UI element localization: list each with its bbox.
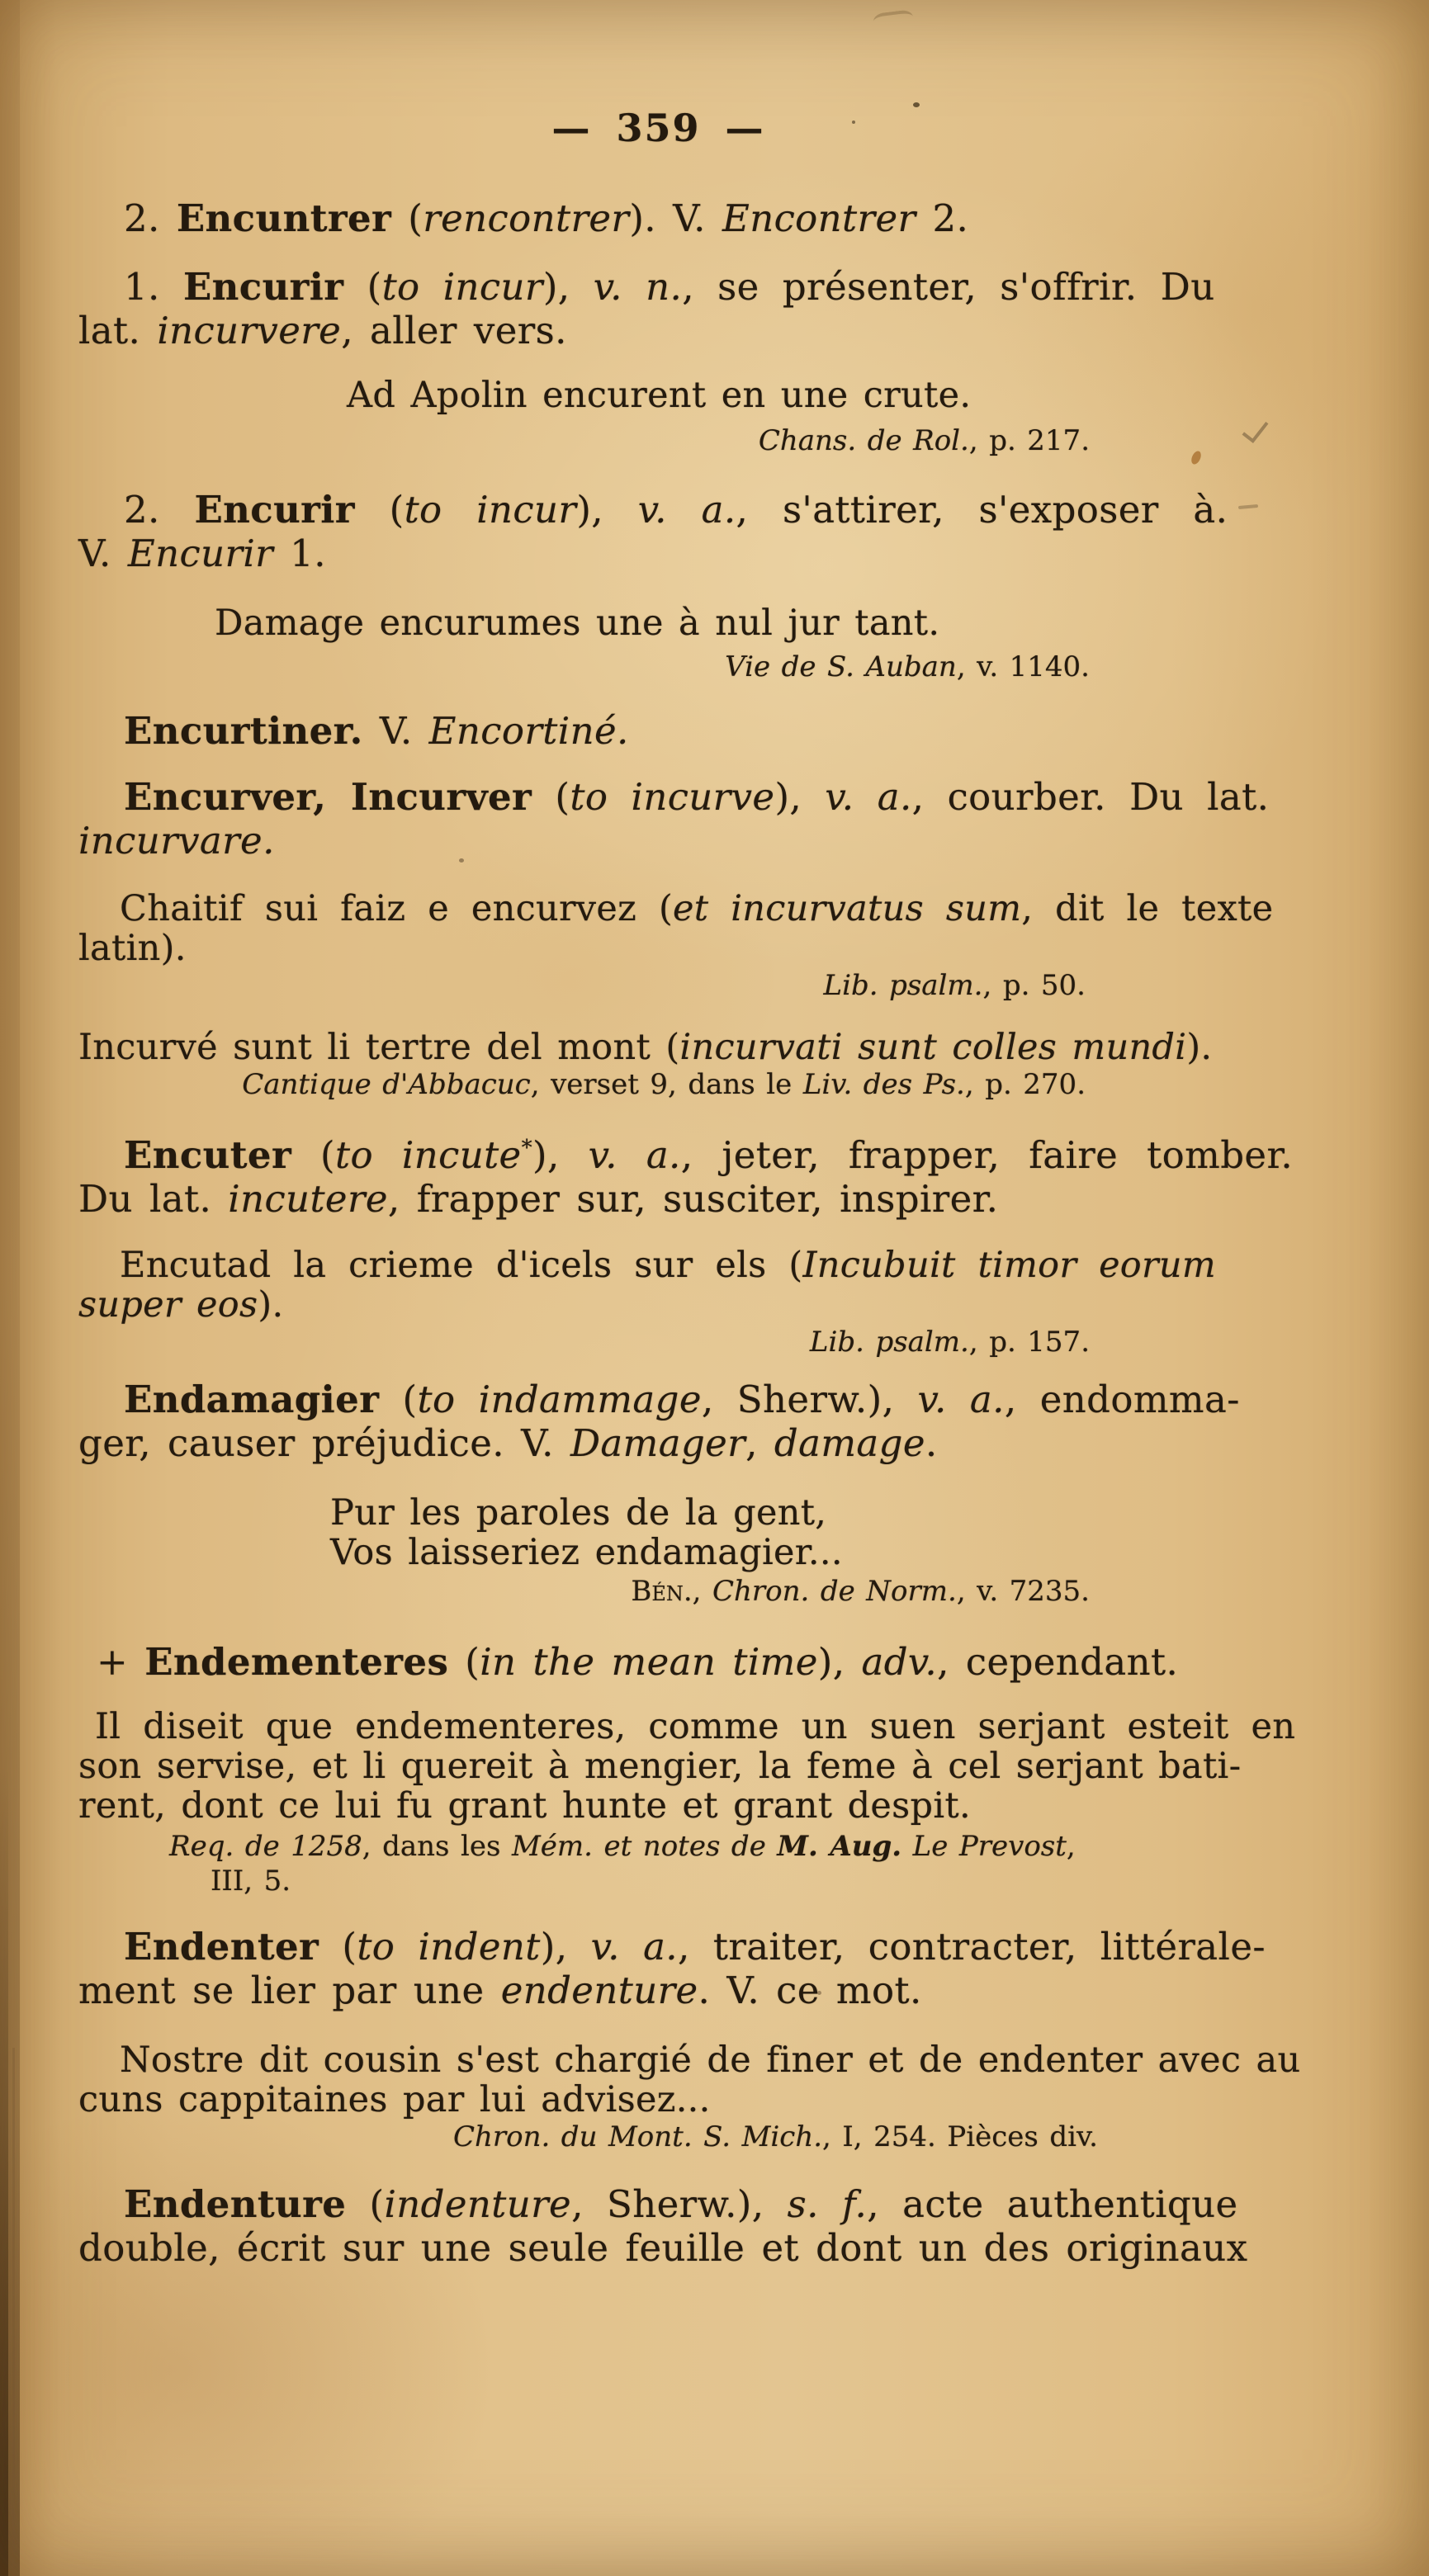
quotation-verse-endamagier (330, 1493, 1238, 1572)
source-title: Vie de S. Auban (725, 650, 957, 683)
quotation-ad-apolin (347, 376, 1238, 415)
pos-label: v. n. (593, 265, 683, 309)
quote-line (330, 1533, 1238, 1572)
headword: Endamagier (124, 1378, 380, 1421)
cite-line (78, 423, 1090, 458)
source-locator: , v. 1140. (956, 650, 1090, 683)
author-abbrev: Bén. (631, 1575, 693, 1608)
page-edge-dark (0, 1767, 8, 2576)
paren: ( (391, 196, 423, 240)
quote-text: Chaitif sui faiz e encurvez ( (120, 888, 674, 929)
etymology-gloss: , frapper sur, susciter, inspirer. (387, 1177, 999, 1221)
ref-number: 2. (916, 196, 969, 240)
etymon: incurvare. (78, 819, 275, 863)
etymology-label: Du lat. (78, 1177, 229, 1221)
entry-line (78, 2226, 1248, 2270)
page-number: — 359 — (551, 106, 765, 150)
definition-text: , traiter, contracter, littérale- (678, 1925, 1266, 1969)
cross-reference: Encortiné. (428, 709, 629, 753)
quote-line (78, 1285, 1238, 1325)
source-locator: , p. 157. (968, 1326, 1090, 1359)
headword: Endementeres (144, 1640, 449, 1684)
cross-reference: Encontrer (722, 196, 916, 240)
quote-text: , dit le texte (1021, 888, 1274, 929)
entry-line (78, 775, 1270, 819)
cite-line (78, 2120, 1098, 2154)
source-locator: , I, 254. Pièces div. (822, 2120, 1098, 2153)
source-locator: , v. 7235. (956, 1575, 1090, 1608)
entry-endamagier (78, 1378, 1238, 1465)
quote-line (78, 1706, 1296, 1747)
entry-line (78, 309, 1238, 352)
period: . (925, 1421, 938, 1465)
paren: ( (319, 1925, 357, 1969)
english-gloss: to incur (404, 488, 577, 532)
latin-text: super eos (78, 1284, 258, 1326)
headword: Encurver, Incurver (124, 775, 532, 819)
pos-label: v. a. (637, 488, 736, 532)
see-label: ). V. (629, 196, 722, 240)
cross-reference: endenture (500, 1969, 698, 2012)
paren: ( (354, 488, 405, 532)
quote-text: ). (258, 1284, 284, 1326)
english-gloss: to indammage (417, 1378, 702, 1421)
citation-req-1258 (169, 1829, 1238, 1898)
plus-mark: + (97, 1640, 145, 1684)
source-abbrev: , Sherw.), (571, 2182, 788, 2226)
etymology-gloss: , aller vers. (341, 309, 567, 352)
citation-lib-psalm-157 (78, 1325, 1090, 1359)
headword: Endenter (124, 1925, 319, 1969)
author-name: Le Prevost (901, 1830, 1067, 1863)
paren: ( (532, 775, 570, 819)
headword: Encurir (182, 265, 344, 309)
pos-label: v. a. (917, 1378, 1005, 1421)
quote-text: Nostre dit cousin s'est chargié de finer et de endenter avec au (120, 2040, 1301, 2081)
source-title: Cantique d'Abbacuc (242, 1068, 531, 1101)
paren: ), (532, 1133, 589, 1177)
pos-label: adv. (861, 1640, 938, 1684)
entry-endementeres (78, 1640, 1238, 1684)
author-abbrev: M. Aug. (777, 1830, 902, 1863)
source-locator: , p. 270. (964, 1068, 1086, 1101)
etymology-label: lat. (78, 309, 158, 352)
paren: ( (343, 265, 382, 309)
headword: Encurir (194, 488, 355, 532)
cite-line (78, 1325, 1090, 1359)
english-gloss: indenture (384, 2182, 572, 2226)
citation-cantique-abbacuc (78, 1067, 1086, 1102)
quote-text: Vos laisseriez endamagier... (330, 1532, 843, 1573)
quote-text: cuns cappitaines par lui advisez... (78, 2079, 711, 2120)
cite-line (78, 1574, 1090, 1609)
paren: ( (346, 2182, 385, 2226)
cross-reference: Encurir (127, 532, 274, 575)
citation-chron-du-mont (78, 2120, 1098, 2154)
entry-line (78, 1640, 1238, 1684)
source-locator: , p. 217. (968, 424, 1090, 457)
pen-mark-check (1242, 415, 1269, 443)
quote-text: Damage encurumes une à nul jur tant. (215, 603, 940, 644)
pos-label: s. f. (787, 2182, 868, 2226)
quote-text: latin). (78, 928, 187, 969)
headword: Encuntrer (176, 196, 392, 240)
source-title: Liv. des Ps. (802, 1068, 965, 1101)
citation-ben-chron-de-norm (78, 1574, 1090, 1609)
etymon: incutere (228, 1177, 388, 1221)
entry-endenture (78, 2182, 1248, 2270)
headword: Encurtiner. (124, 709, 363, 753)
entry-endenter (78, 1925, 1266, 2012)
entry-line (78, 1378, 1238, 1421)
definition-text: , courber. Du lat. (911, 775, 1270, 819)
english-gloss: to indent (357, 1925, 541, 1969)
source-locator: III, 5. (211, 1865, 291, 1898)
paren: ( (379, 1378, 418, 1421)
definition-text: ment se lier par une (78, 1969, 501, 2012)
cite-line (78, 650, 1090, 684)
paren: ( (291, 1133, 335, 1177)
entry-line (78, 1127, 1294, 1177)
separator: , (745, 1421, 774, 1465)
definition-text: , se présenter, s'offrir. Du (682, 265, 1215, 309)
quote-line (78, 929, 1238, 968)
cite-line (78, 968, 1086, 1003)
quote-line (78, 1028, 1238, 1067)
entry-line (78, 532, 1238, 575)
latin-text: et incurvatus sum (673, 888, 1022, 929)
entry-number: 2. (124, 488, 195, 532)
definition-text: , s'attirer, s'exposer à. (736, 488, 1228, 532)
pos-label: v. a. (825, 775, 912, 819)
entry-encuter (78, 1127, 1294, 1221)
quote-line (330, 1493, 1238, 1533)
pos-label: v. a. (588, 1133, 681, 1177)
entry-number: 1. (124, 265, 183, 309)
cross-reference: damage (774, 1421, 925, 1465)
entry-encurtiner (78, 709, 1238, 753)
entry-encurver (78, 775, 1270, 863)
english-gloss: in the mean time (480, 1640, 818, 1684)
english-gloss: to incurve (570, 775, 775, 819)
quote-text: Il diseit que endementeres, comme un suen serjant esteit en (95, 1706, 1296, 1747)
entry-line (78, 265, 1238, 309)
see-label: V. (78, 532, 128, 575)
english-gloss: to incur (381, 265, 543, 309)
separator: , (692, 1575, 712, 1608)
citation-vie-de-s-auban (78, 650, 1090, 684)
entry-encuntrer (78, 196, 1238, 240)
entry-line (78, 1421, 1238, 1465)
paren: ), (576, 488, 638, 532)
definition-text: double, écrit sur une seule feuille et dont un des originaux (78, 2226, 1248, 2270)
quote-line (78, 1746, 1242, 1787)
quotation-incurve (78, 1028, 1238, 1067)
entry-line (78, 2182, 1238, 2226)
paren: ), (540, 1925, 591, 1969)
quotation-il-diseit (78, 1706, 1296, 1827)
quote-line (78, 2080, 1238, 2120)
definition-text: . V. ce mot. (698, 1969, 922, 2012)
entry-encurir-1 (78, 265, 1238, 352)
gloss: rencontrer (423, 196, 630, 240)
citation-lib-psalm-50 (78, 968, 1086, 1003)
quote-text: ). (1186, 1027, 1213, 1068)
see-label: V. (362, 709, 429, 753)
headword: Endenture (124, 2182, 347, 2226)
paren: ), (817, 1640, 862, 1684)
definition-text: , cependant. (937, 1640, 1179, 1684)
quote-line (78, 888, 1274, 929)
definition-text: , acte authentique (867, 2182, 1238, 2226)
definition-text: , jeter, frapper, faire tomber. (680, 1133, 1294, 1177)
paren: ), (774, 775, 826, 819)
quote-line (78, 1245, 1238, 1285)
entry-line (78, 196, 1238, 240)
cross-reference: Damager (570, 1421, 746, 1465)
page-crease (12, 2048, 15, 2576)
quote-text: Pur les paroles de la gent, (330, 1492, 827, 1534)
quote-line (78, 2040, 1301, 2081)
source-title: Chron. de Norm. (712, 1575, 957, 1608)
source-abbrev: , Sherw.), (701, 1378, 918, 1421)
pos-label: v. a. (590, 1925, 678, 1969)
source-locator: , dans les (362, 1830, 512, 1863)
definition-text: , endomma- (1004, 1378, 1240, 1421)
cite-line (169, 1864, 1238, 1898)
quote-text: rent, dont ce lui fu grant hunte et grant despit. (78, 1785, 971, 1827)
source-title: Lib. psalm. (823, 969, 983, 1002)
headword: Encuter (124, 1133, 292, 1177)
paren: ( (448, 1640, 480, 1684)
pen-mark-dash (1238, 504, 1258, 509)
separator: , (1066, 1830, 1076, 1863)
cite-line (169, 1829, 1238, 1864)
quote-line (347, 376, 1238, 415)
source-title: Chron. du Mont. S. Mich. (452, 2120, 823, 2153)
etymon: incurvere (157, 309, 342, 352)
source-title: Chans. de Rol. (758, 424, 969, 457)
source-title: Lib. psalm. (809, 1326, 969, 1359)
quote-text: son servise, et li quereit à mengier, la feme à cel serjant bati- (78, 1746, 1242, 1787)
latin-text: Incubuit timor eorum (802, 1245, 1216, 1286)
quote-text: Ad Apolin encurent en une crute. (347, 375, 972, 416)
entry-line (78, 1969, 1238, 2012)
quote-text: Encutad la crieme d'icels sur els ( (120, 1245, 803, 1286)
entry-line (78, 488, 1238, 532)
quote-text: Incurvé sunt li tertre del mont ( (78, 1027, 680, 1068)
cite-line (78, 1067, 1086, 1102)
source-title: Req. de 1258 (169, 1830, 362, 1863)
definition-text: ger, causer préjudice. V. (78, 1421, 570, 1465)
entry-line (78, 709, 1238, 753)
entry-encurir-2 (78, 488, 1238, 575)
text-block (78, 0, 1301, 2270)
latin-text: incurvati sunt colles mundi (679, 1027, 1187, 1068)
entry-line (78, 1925, 1266, 1969)
source-title: Mém. et notes de (511, 1830, 778, 1863)
citation-chans-de-rol (78, 423, 1090, 458)
source-locator: , p. 50. (982, 969, 1086, 1002)
asterisk-mark: * (521, 1136, 533, 1160)
paren: ), (542, 265, 594, 309)
quotation-damage (215, 603, 1238, 643)
entry-line (78, 1177, 1238, 1221)
ref-number: 1. (273, 532, 326, 575)
english-gloss: to incute (334, 1133, 522, 1177)
entry-number: 2. (124, 196, 177, 240)
quotation-nostre-cousin (78, 2040, 1301, 2120)
quotation-chaitif (78, 888, 1274, 969)
source-locator: , verset 9, dans le (530, 1068, 803, 1101)
entry-line (78, 819, 1238, 863)
quotation-encutad (78, 1245, 1238, 1325)
quote-line (215, 603, 1238, 643)
quote-line (78, 1786, 1238, 1826)
